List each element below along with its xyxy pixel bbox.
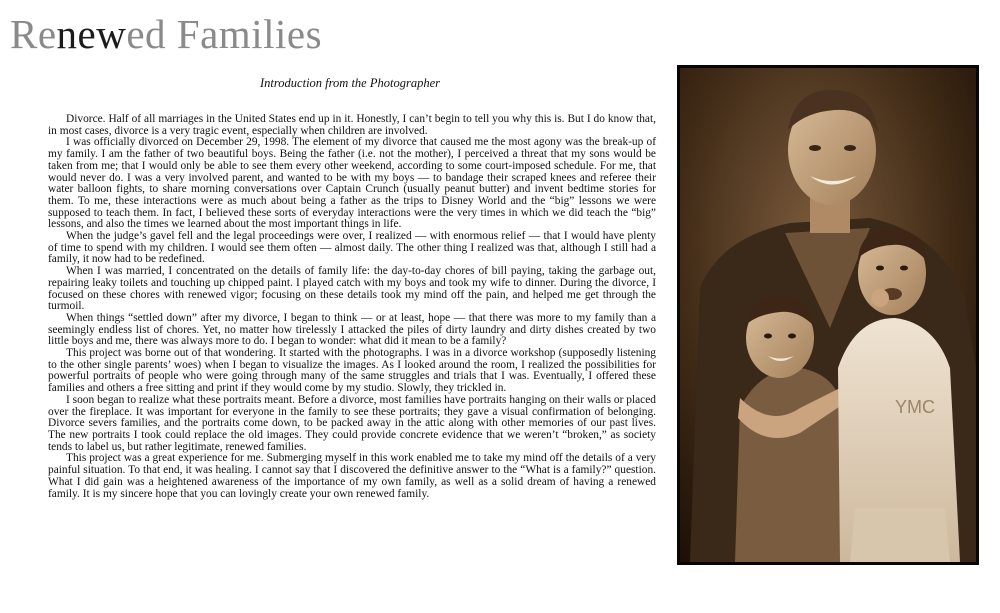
title-part-light-1: Re <box>10 11 57 57</box>
title-part-dark: new <box>56 11 127 57</box>
page-title <box>10 11 323 57</box>
paragraph: This project was borne out of that wondering. It started with the photographs. I was in a divorce workshop (supposedly listening to the other single parents’ woes) when I began to visualize the images. As I looked around the room, I realized the possibilities for powerful portraits of people who were going through many of the same struggles and trials that I was. Eventually, I offered these families and others a free sitting and print if they would come by my studio. Slowly, they trickled in. <box>48 347 656 395</box>
paragraph: This project was a great experience for me. Submerging myself in this work enabled me to take my mind off the details of a very painful situation. To that end, it was healing. I cannot say that I discovered the definitive answer to the “What is a family?” question. What I did gain was a heightened awareness of the importance of my own family, as well as a solid dream of having a renewed family. It is my sincere hope that you can lovingly create your own renewed family. <box>48 452 656 500</box>
article-body <box>48 114 656 500</box>
paragraph: I was officially divorced on December 29, 1998. The element of my divorce that caused me the most agony was the break-up of my family. I am the father of two beautiful boys. Being the father (i.e. not the mother), I perceived a threat that my sons would be taken from me; that I would only be able to see them every other weekend, according to some court-imposed schedule. For me, that would never do. I was a very involved parent, and wanted to be with my boys — to bandage their scraped knees and referee their water balloon fights, to share morning conversations over Captain Crunch (usually peanut butter) and invent bedtime stories for them. To me, these interactions were as much about being a father as the trips to Disney World and the “big” lessons we were supposed to teach them. In fact, I believed these sorts of everyday interactions were the very times in which we did teach the “big” lessons, and also the times we learned about the most important things in life. <box>48 136 656 231</box>
paragraph: When things “settled down” after my divorce, I began to think — or at least, hope — that there was more to my family than a seemingly endless list of chores. Yet, no matter how tirelessly I attacked the piles of dirty laundry and dirty dishes created by two little boys and me, there was always more to do. I began to wonder: what did it mean to be a family? <box>48 311 656 348</box>
shirt-print: YMC <box>895 397 935 417</box>
title-part-light-2: ed Families <box>126 11 323 57</box>
paragraph: I soon began to realize what these portraits meant. Before a divorce, most families have portraits hanging on their walls or placed over the fireplace. It was important for everyone in the family to see these portraits; they gave a visual confirmation of belonging. Divorce severs families, and the portraits come down, to be packed away in the attic along with other memories of our past lives. The new portraits I took could replace the old images. They could provide concrete evidence that we weren’t “broken,” as society tends to label us, but rather legitimate, renewed families. <box>48 393 656 453</box>
paragraph: Divorce. Half of all marriages in the United States end up in it. Honestly, I can’t begin to tell you why this is. But I do know that, in most cases, divorce is a very tragic event, especially when children are involved. <box>48 113 656 137</box>
sepia-portrait-illustration <box>680 68 976 562</box>
paragraph: When I was married, I concentrated on the details of family life: the day-to-day chores of bill paying, taking the garbage out, repairing leaky toilets and touching up chipped paint. I played catch with my boys and took my wife to dinner. During the divorce, I focused on these chores with renewed vigor; focusing on these details took my mind off the pain, and helped me get through the turmoil. <box>48 265 656 313</box>
page-subtitle: Introduction from the Photographer <box>260 76 440 90</box>
paragraph: When the judge’s gavel fell and the legal proceedings were over, I realized — with enormous relief — that I would have plenty of time to spend with my children. I would see them often — almost daily. The other thing I realized was that, although I still had a family, it now had to be redefined. <box>48 230 656 266</box>
family-photo <box>677 65 979 565</box>
